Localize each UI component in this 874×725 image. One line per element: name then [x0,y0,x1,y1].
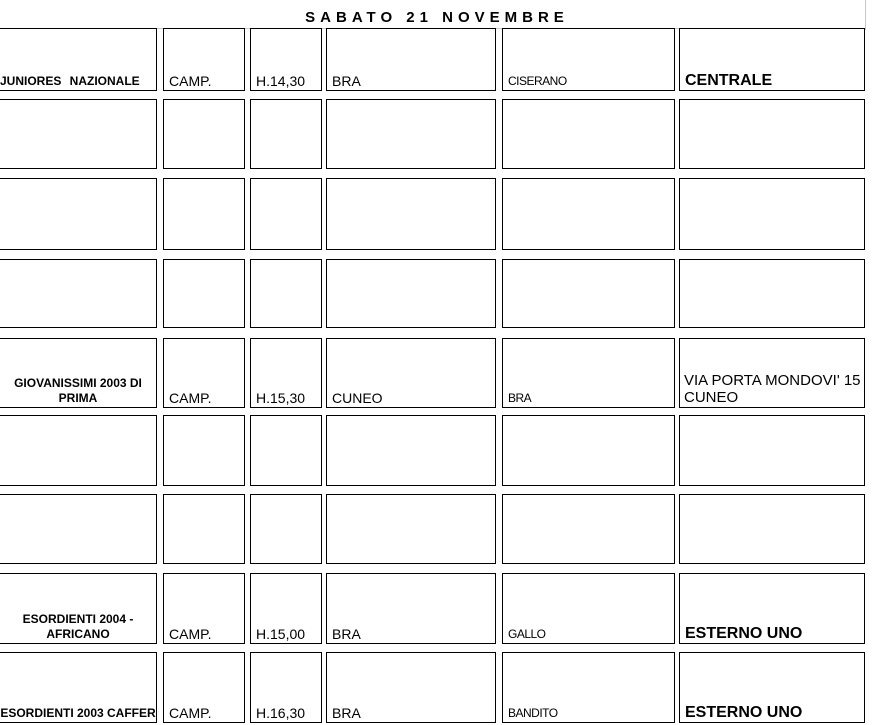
category-text: JUNIORES NAZIONALE [0,74,140,88]
away-team-cell [502,99,675,169]
venue-cell [679,652,865,723]
away-team-cell [502,28,675,91]
category-cell [0,415,157,486]
home-team-cell [326,99,496,169]
time-text: H.15,00 [256,626,306,642]
venue-cell [679,415,865,486]
competition-text: CAMP. [169,73,212,89]
time-cell [250,338,322,408]
category-text: ESORDIENTI 2003 CAFFER [0,706,156,720]
competition-cell [163,494,245,564]
category-cell [0,178,157,250]
venue-cell [679,494,865,564]
time-text: H.15,30 [256,390,306,406]
category-cell [0,652,157,723]
home-team-cell [326,178,496,250]
time-cell [250,178,322,250]
time-cell [250,573,322,644]
time-cell [250,99,322,169]
away-team-text: BRA [508,391,532,405]
home-team-cell [326,415,496,486]
category-cell [0,28,157,91]
competition-cell [163,338,245,408]
home-team-text: CUNEO [332,390,383,406]
time-cell [250,259,322,328]
away-team-cell [502,494,675,564]
venue-cell [679,28,865,91]
home-team-text: BRA [332,626,361,642]
venue-cell [679,178,865,250]
home-team-cell [326,28,496,91]
home-team-cell [326,652,496,723]
away-team-cell [502,573,675,644]
competition-cell [163,178,245,250]
competition-text: CAMP. [169,626,212,642]
venue-cell [679,338,865,408]
venue-cell [679,259,865,328]
competition-cell [163,573,245,644]
competition-cell [163,415,245,486]
away-team-cell [502,259,675,328]
category-cell [0,259,157,328]
category-text: ESORDIENTI 2004 - AFRICANO [22,612,134,641]
category-cell [0,494,157,564]
competition-text: CAMP. [169,705,212,721]
venue-text: ESTERNO UNO [685,704,803,721]
home-team-text: BRA [332,705,361,721]
home-team-text: BRA [332,73,361,89]
category-cell [0,573,157,644]
competition-cell [163,99,245,169]
venue-text: ESTERNO UNO [685,625,803,642]
time-text: H.16,30 [256,705,306,721]
competition-text: CAMP. [169,390,212,406]
home-team-cell [326,573,496,644]
home-team-cell [326,338,496,408]
away-team-cell [502,178,675,250]
away-team-text: BANDITO [508,706,558,720]
competition-cell [163,652,245,723]
competition-cell [163,28,245,91]
home-team-cell [326,494,496,564]
away-team-cell [502,652,675,723]
venue-cell [679,573,865,644]
venue-text: VIA PORTA MONDOVI' 15 CUNEO [684,372,861,406]
time-cell [250,494,322,564]
away-team-text: CISERANO [508,74,567,88]
away-team-text: GALLO [508,627,546,641]
away-team-cell [502,338,675,408]
category-text: GIOVANISSIMI 2003 DI PRIMA [14,376,142,405]
page-title: SABATO 21 NOVEMBRE [305,9,569,26]
category-cell [0,99,157,169]
time-cell [250,28,322,91]
away-team-cell [502,415,675,486]
venue-cell [679,99,865,169]
category-cell [0,338,157,408]
time-cell [250,652,322,723]
time-text: H.14,30 [256,73,306,89]
home-team-cell [326,259,496,328]
time-cell [250,415,322,486]
competition-cell [163,259,245,328]
venue-text: CENTRALE [685,72,773,89]
